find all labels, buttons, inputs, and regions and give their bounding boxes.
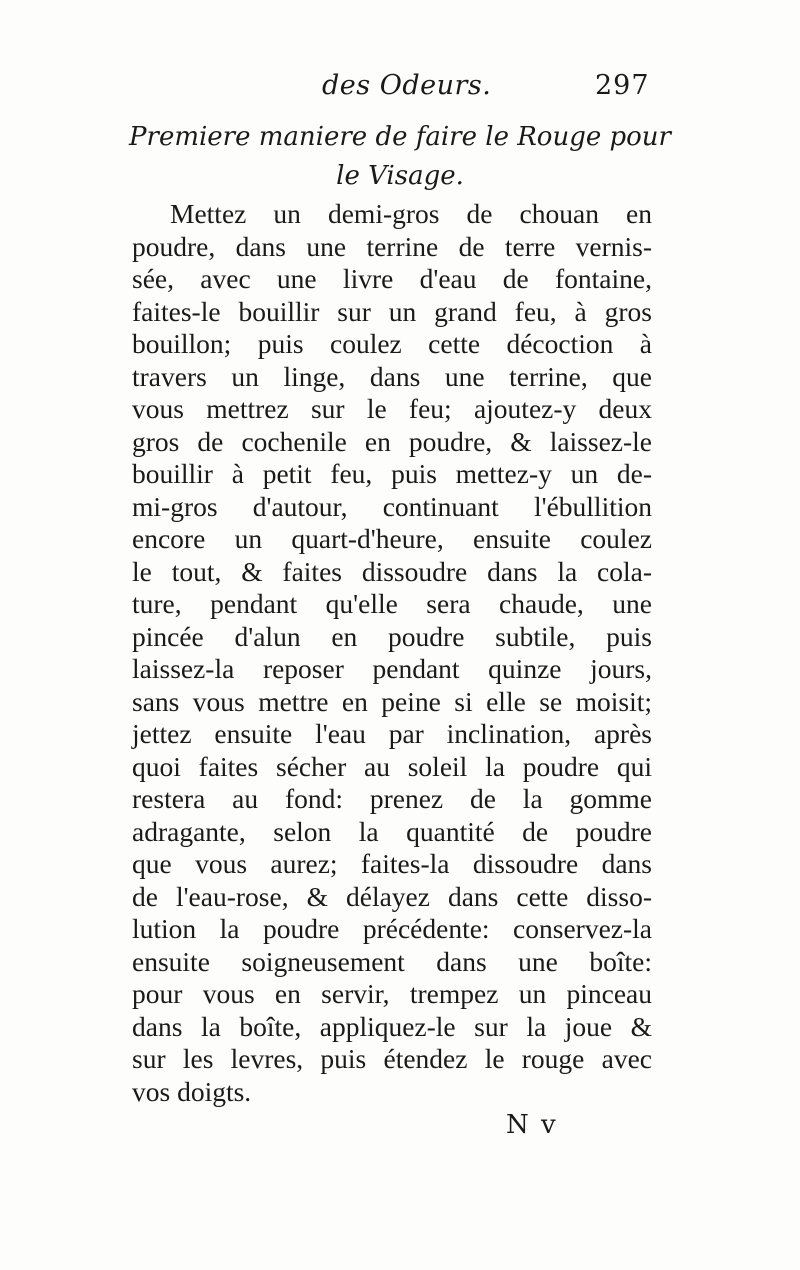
text-line: ensuite soigneusement dans une boîte: xyxy=(132,945,652,977)
text-line: laissez-la reposer pendant quinze jours, xyxy=(132,653,652,684)
signature-mark: N v xyxy=(506,1110,558,1140)
text-line: adragante, selon la quantité de poudre xyxy=(132,815,652,847)
text-line: pour vous en servir, trempez un pinceau xyxy=(132,978,652,1009)
chapter-title xyxy=(120,118,680,196)
text-line: bouillon; puis coulez cette décoction à xyxy=(132,328,652,359)
text-line: lution la poudre précédente: conservez-la xyxy=(132,913,652,944)
text-line: jettez ensuite l'eau par inclination, après xyxy=(132,718,652,749)
body-text xyxy=(132,198,652,1108)
page-number: 297 xyxy=(595,70,650,101)
text-line: travers un linge, dans une terrine, que xyxy=(132,360,652,392)
text-line: faites-le bouillir sur un grand feu, à gros xyxy=(132,295,652,327)
text-line: sur les levres, puis étendez le rouge avec xyxy=(132,1043,652,1074)
chapter-title-line: Premiere maniere de faire le Rouge pour xyxy=(129,122,671,152)
text-line: mi-gros d'autour, continuant l'ébullition xyxy=(132,490,652,522)
text-line: bouillir à petit feu, puis mettez-y un de- xyxy=(132,458,652,489)
text-line: sée, avec une livre d'eau de fontaine, xyxy=(132,263,652,294)
text-line: sans vous mettre en peine si elle se moisit; xyxy=(132,685,652,717)
text-line: vos doigts. xyxy=(132,1075,252,1107)
text-line: de l'eau-rose, & délayez dans cette disso- xyxy=(132,880,652,912)
text-line: ture, pendant qu'elle sera chaude, une xyxy=(132,588,652,619)
text-line: que vous aurez; faites-la dissoudre dans xyxy=(132,848,652,879)
text-line: encore un quart-d'heure, ensuite coulez xyxy=(132,523,652,554)
text-line: gros de cochenile en poudre, & laissez-le xyxy=(132,425,652,457)
text-line: pincée d'alun en poudre subtile, puis xyxy=(132,620,652,652)
text-line: restera au fond: prenez de la gomme xyxy=(132,783,652,814)
text-line: vous mettrez sur le feu; ajoutez-y deux xyxy=(132,393,652,424)
text-line: dans la boîte, appliquez-le sur la joue & xyxy=(132,1010,652,1042)
text-line: le tout, & faites dissoudre dans la cola- xyxy=(132,555,652,587)
text-line: Mettez un demi-gros de chouan en xyxy=(170,198,652,229)
text-line: quoi faites sécher au soleil la poudre qui xyxy=(132,750,652,782)
text-line: poudre, dans une terrine de terre vernis- xyxy=(132,230,652,262)
running-title: des Odeurs. xyxy=(322,70,492,101)
chapter-title-line: le Visage. xyxy=(336,161,464,191)
running-head xyxy=(0,70,800,110)
